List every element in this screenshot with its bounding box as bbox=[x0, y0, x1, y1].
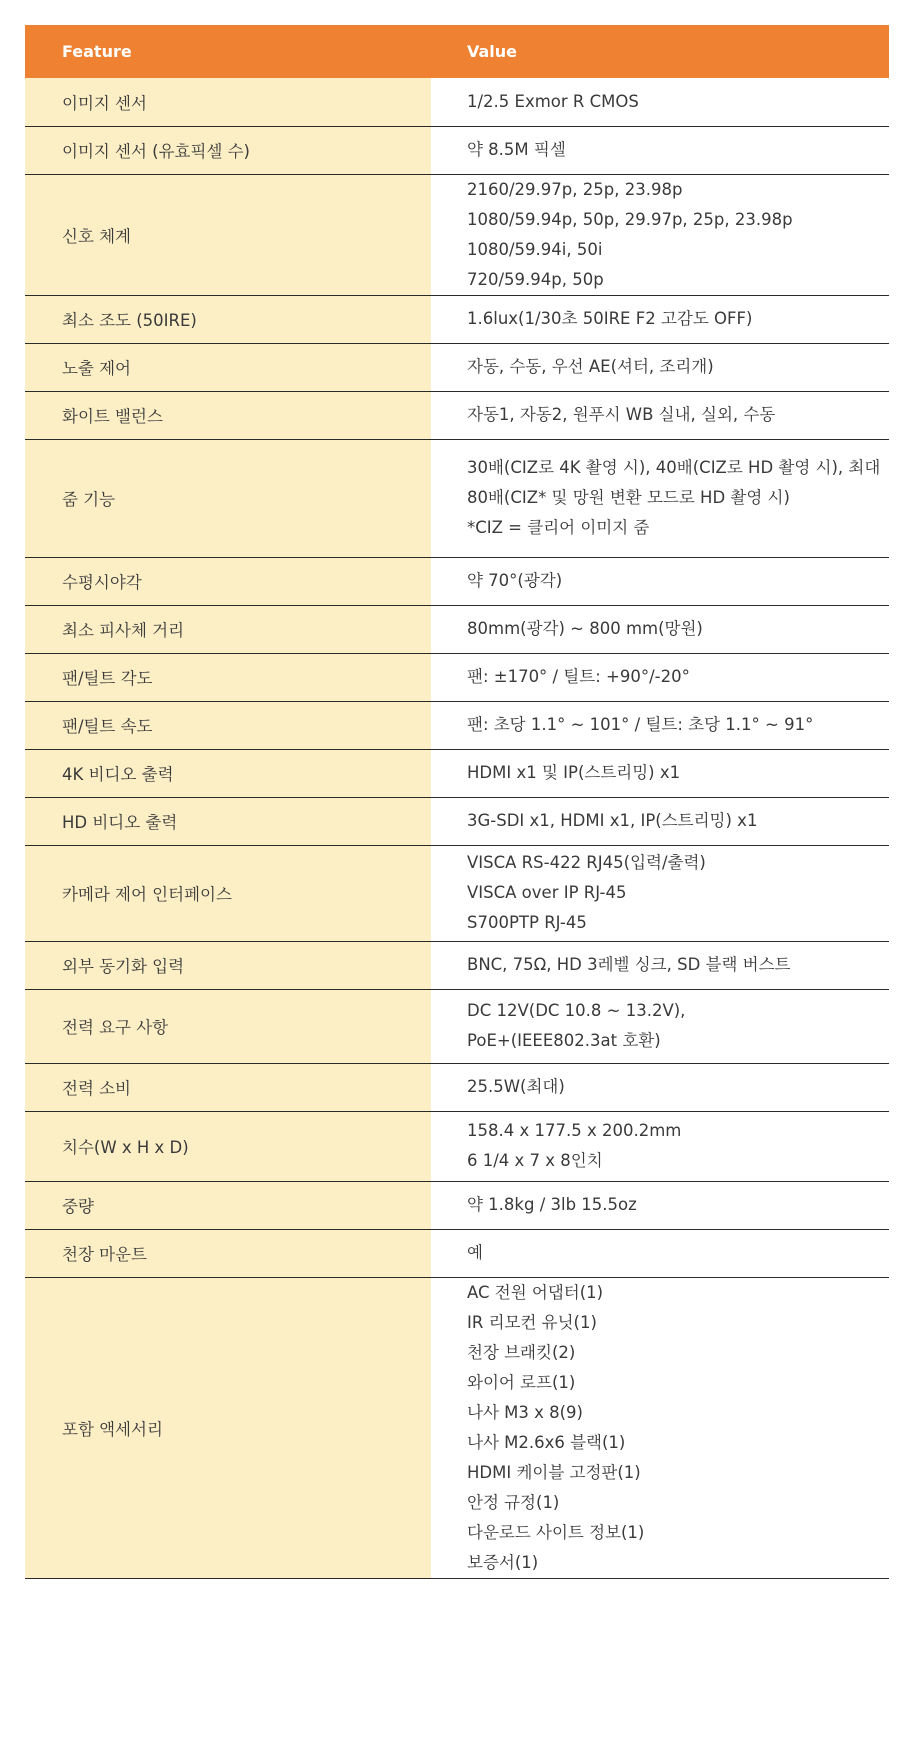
value-line: 30배(CIZ로 4K 촬영 시), 40배(CIZ로 HD 촬영 시), 최대 bbox=[467, 458, 881, 477]
feature-cell: 포함 액세서리 bbox=[25, 1277, 431, 1578]
value-line: PoE+(IEEE802.3at 호환) bbox=[467, 1031, 661, 1050]
value-line: S700PTP RJ-45 bbox=[467, 913, 587, 932]
value-line: 팬: ±170° / 틸트: +90°/-20° bbox=[467, 667, 690, 686]
table-row bbox=[25, 439, 889, 557]
feature-cell: 화이트 밸런스 bbox=[25, 391, 431, 439]
table-row bbox=[25, 557, 889, 605]
feature-cell: 4K 비디오 출력 bbox=[25, 749, 431, 797]
feature-cell: 이미지 센서 (유효픽셀 수) bbox=[25, 126, 431, 174]
value-column-header: Value bbox=[431, 25, 889, 78]
feature-cell: HD 비디오 출력 bbox=[25, 797, 431, 845]
feature-cell: 노출 제어 bbox=[25, 343, 431, 391]
value-line: 1.6lux(1/30초 50IRE F2 고감도 OFF) bbox=[467, 309, 753, 328]
value-line: HDMI x1 및 IP(스트리밍) x1 bbox=[467, 763, 681, 782]
value-cell bbox=[431, 653, 889, 701]
value-line: 다운로드 사이트 정보(1) bbox=[467, 1522, 645, 1542]
value-line: 팬: 초당 1.1° ~ 101° / 틸트: 초당 1.1° ~ 91° bbox=[467, 715, 814, 734]
value-line: VISCA RS-422 RJ45(입력/출력) bbox=[467, 853, 706, 872]
spec-table-container bbox=[25, 25, 889, 1579]
value-line: 천장 브래킷(2) bbox=[467, 1342, 576, 1362]
table-header bbox=[25, 25, 889, 78]
table-row bbox=[25, 126, 889, 174]
feature-cell: 이미지 센서 bbox=[25, 78, 431, 126]
spec-table bbox=[25, 25, 889, 1579]
table-body bbox=[25, 78, 889, 1578]
feature-cell: 줌 기능 bbox=[25, 439, 431, 557]
value-line: 약 1.8kg / 3lb 15.5oz bbox=[467, 1195, 637, 1214]
value-line: 자동, 수동, 우선 AE(셔터, 조리개) bbox=[467, 357, 714, 376]
value-line: 보증서(1) bbox=[467, 1552, 539, 1572]
value-line: 1080/59.94i, 50i bbox=[467, 239, 603, 259]
value-cell bbox=[431, 989, 889, 1063]
value-line: 와이어 로프(1) bbox=[467, 1372, 576, 1392]
table-row bbox=[25, 1063, 889, 1111]
feature-cell: 신호 체계 bbox=[25, 174, 431, 295]
value-cell bbox=[431, 941, 889, 989]
value-line: 25.5W(최대) bbox=[467, 1077, 565, 1096]
value-line: 1/2.5 Exmor R CMOS bbox=[467, 91, 639, 111]
value-line: *CIZ = 클리어 이미지 줌 bbox=[467, 518, 650, 537]
feature-column-header: Feature bbox=[25, 25, 431, 78]
feature-cell: 수평시야각 bbox=[25, 557, 431, 605]
value-line: 나사 M3 x 8(9) bbox=[467, 1402, 583, 1422]
value-cell bbox=[431, 1111, 889, 1181]
value-cell bbox=[431, 701, 889, 749]
value-line: HDMI 케이블 고정판(1) bbox=[467, 1462, 641, 1482]
value-line: 1080/59.94p, 50p, 29.97p, 25p, 23.98p bbox=[467, 209, 793, 229]
table-row bbox=[25, 78, 889, 126]
table-row bbox=[25, 797, 889, 845]
table-row bbox=[25, 1111, 889, 1181]
value-cell bbox=[431, 391, 889, 439]
table-row bbox=[25, 941, 889, 989]
table-row bbox=[25, 845, 889, 941]
value-line: 80mm(광각) ~ 800 mm(망원) bbox=[467, 619, 703, 638]
feature-cell: 최소 조도 (50IRE) bbox=[25, 295, 431, 343]
value-line: 158.4 x 177.5 x 200.2mm bbox=[467, 1121, 682, 1140]
table-row bbox=[25, 295, 889, 343]
value-line: 나사 M2.6x6 블랙(1) bbox=[467, 1432, 626, 1452]
feature-cell: 외부 동기화 입력 bbox=[25, 941, 431, 989]
value-line: 80배(CIZ* 및 망원 변환 모드로 HD 촬영 시) bbox=[467, 488, 790, 507]
value-line: 2160/29.97p, 25p, 23.98p bbox=[467, 179, 683, 199]
value-line: VISCA over IP RJ-45 bbox=[467, 883, 627, 902]
table-row bbox=[25, 605, 889, 653]
value-cell bbox=[431, 174, 889, 295]
value-cell bbox=[431, 1063, 889, 1111]
feature-cell: 최소 피사체 거리 bbox=[25, 605, 431, 653]
feature-cell: 팬/틸트 각도 bbox=[25, 653, 431, 701]
value-cell bbox=[431, 557, 889, 605]
header-row bbox=[25, 25, 889, 78]
value-line: 자동1, 자동2, 원푸시 WB 실내, 실외, 수동 bbox=[467, 405, 776, 424]
value-cell bbox=[431, 797, 889, 845]
table-row bbox=[25, 1181, 889, 1229]
table-row bbox=[25, 391, 889, 439]
table-row bbox=[25, 1229, 889, 1277]
value-cell bbox=[431, 295, 889, 343]
value-line: IR 리모컨 유닛(1) bbox=[467, 1312, 597, 1332]
value-cell bbox=[431, 749, 889, 797]
table-row bbox=[25, 701, 889, 749]
table-row bbox=[25, 653, 889, 701]
feature-cell: 전력 소비 bbox=[25, 1063, 431, 1111]
value-line: AC 전원 어댑터(1) bbox=[467, 1282, 604, 1302]
value-line: 예 bbox=[467, 1243, 483, 1262]
table-row bbox=[25, 989, 889, 1063]
feature-cell: 전력 요구 사항 bbox=[25, 989, 431, 1063]
feature-cell: 치수(W x H x D) bbox=[25, 1111, 431, 1181]
value-line: BNC, 75Ω, HD 3레벨 싱크, SD 블랙 버스트 bbox=[467, 955, 791, 974]
table-row bbox=[25, 343, 889, 391]
value-cell bbox=[431, 1277, 889, 1578]
value-line: 6 1/4 x 7 x 8인치 bbox=[467, 1151, 603, 1170]
value-cell bbox=[431, 605, 889, 653]
table-row bbox=[25, 749, 889, 797]
value-cell bbox=[431, 1229, 889, 1277]
value-line: 720/59.94p, 50p bbox=[467, 269, 604, 289]
value-cell bbox=[431, 78, 889, 126]
table-row bbox=[25, 174, 889, 295]
value-cell bbox=[431, 1181, 889, 1229]
feature-cell: 카메라 제어 인터페이스 bbox=[25, 845, 431, 941]
value-line: 약 8.5M 픽셀 bbox=[467, 140, 566, 159]
table-row bbox=[25, 1277, 889, 1578]
value-cell bbox=[431, 845, 889, 941]
value-line: 안정 규정(1) bbox=[467, 1492, 560, 1512]
value-cell bbox=[431, 439, 889, 557]
value-line: 3G-SDI x1, HDMI x1, IP(스트리밍) x1 bbox=[467, 811, 758, 830]
value-line: 약 70°(광각) bbox=[467, 571, 563, 590]
feature-cell: 천장 마운트 bbox=[25, 1229, 431, 1277]
value-cell bbox=[431, 126, 889, 174]
feature-cell: 팬/틸트 속도 bbox=[25, 701, 431, 749]
value-cell bbox=[431, 343, 889, 391]
feature-cell: 중량 bbox=[25, 1181, 431, 1229]
value-line: DC 12V(DC 10.8 ~ 13.2V), bbox=[467, 1001, 686, 1020]
